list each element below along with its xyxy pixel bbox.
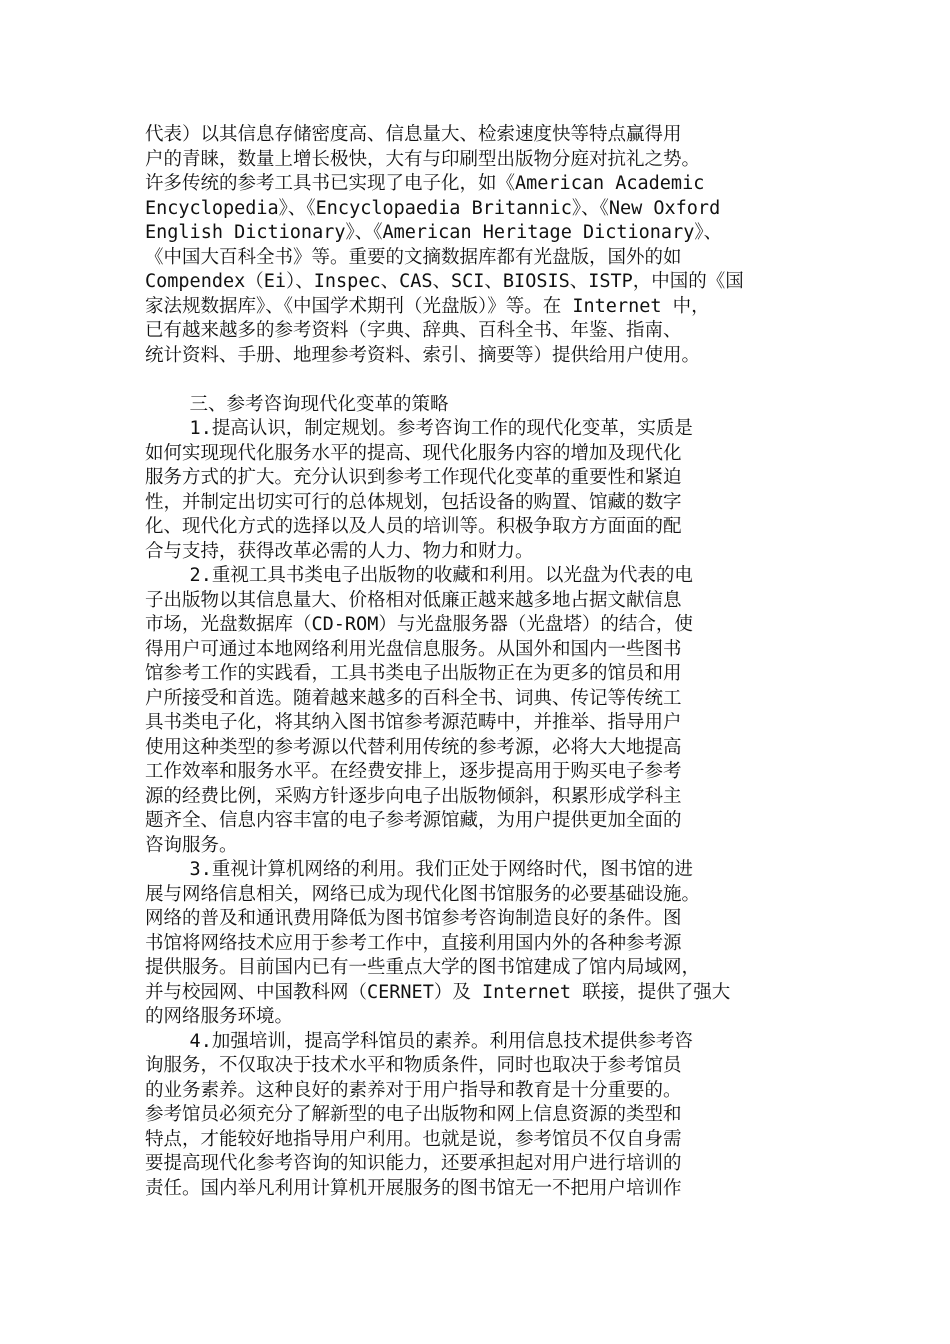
- text-line: 的业务素养。这种良好的素养对于用户指导和教育是十分重要的。: [145, 1079, 682, 1101]
- text-line: 要提高现代化参考咨询的知识能力，还要承担起对用户进行培训的: [145, 1153, 682, 1174]
- text-line: 询服务，不仅取决于技术水平和物质条件，同时也取决于参考馆员: [145, 1055, 682, 1076]
- text-line: 提供服务。目前国内已有一些重点大学的图书馆建成了馆内局域网，: [145, 957, 701, 978]
- text-line: 服务方式的扩大。充分认识到参考工作现代化变革的重要性和紧迫: [145, 467, 682, 488]
- text-line: 子出版物以其信息量大、价格相对低廉正越来越多地占据文献信息: [145, 589, 682, 611]
- text-line: Encyclopedia》、《Encyclopaedia Britannic》、《New Oxford: [145, 197, 721, 219]
- text-line: 3.重视计算机网络的利用。我们正处于网络时代，图书馆的进: [145, 859, 693, 880]
- text-line: 馆参考工作的实践看，工具书类电子出版物正在为更多的馆员和用: [145, 663, 682, 684]
- paragraph-point-4: [145, 1030, 813, 1202]
- text-line: 使用这种类型的参考源以代替利用传统的参考源，必将大大地提高: [145, 736, 682, 758]
- text-line: 《中国大百科全书》等。重要的文摘数据库都有光盘版，国外的如: [145, 246, 682, 268]
- text-line: 如何实现现代化服务水平的提高、现代化服务内容的增加及现代化: [145, 442, 682, 464]
- text-line: 题齐全、信息内容丰富的电子参考源馆藏，为用户提供更加全面的: [145, 810, 682, 831]
- section-heading: [145, 393, 813, 418]
- text-line: 合与支持，获得改革必需的人力、物力和财力。: [145, 540, 534, 562]
- text-line: 统计资料、手册、地理参考资料、索引、摘要等）提供给用户使用。: [145, 344, 701, 366]
- paragraph-intro: [145, 123, 813, 368]
- text-line: Compendex（Ei）、Inspec、CAS、SCI、BIOSIS、ISTP，中国的《国: [145, 271, 744, 292]
- text-line: 1.提高认识，制定规划。参考咨询工作的现代化变革，实质是: [145, 418, 693, 439]
- text-line: 化、现代化方式的选择以及人员的培训等。积极争取方方面面的配: [145, 516, 682, 537]
- text-line: 已有越来越多的参考资料（字典、辞典、百科全书、年鉴、指南、: [145, 320, 682, 341]
- text-line: 许多传统的参考工具书已实现了电子化，如《American Academic: [145, 173, 705, 194]
- text-line: 户的青睐，数量上增长极快，大有与印刷型出版物分庭对抗礼之势。: [145, 148, 701, 170]
- text-line: 具书类电子化，将其纳入图书馆参考源范畴中，并推举、指导用户: [145, 712, 682, 733]
- paragraph-spacer: [145, 368, 813, 393]
- text-line: 咨询服务。: [145, 834, 238, 856]
- paragraph-point-2: [145, 564, 813, 858]
- text-line: 源的经费比例，采购方针逐步向电子出版物倾斜，积累形成学科主: [145, 785, 682, 807]
- heading-line: 三、参考咨询现代化变革的策略: [145, 393, 449, 415]
- text-line: 性，并制定出切实可行的总体规划，包括设备的购置、馆藏的数字: [145, 491, 682, 513]
- document-page: [145, 123, 813, 1201]
- text-line: 市场，光盘数据库（CD-ROM）与光盘服务器（光盘塔）的结合，使: [145, 614, 693, 635]
- text-line: 展与网络信息相关，网络已成为现代化图书馆服务的必要基础设施。: [145, 883, 701, 905]
- text-line: 2.重视工具书类电子出版物的收藏和利用。以光盘为代表的电: [145, 565, 693, 586]
- text-line: 户所接受和首选。随着越来越多的百科全书、词典、传记等传统工: [145, 687, 682, 709]
- text-line: 书馆将网络技术应用于参考工作中，直接利用国内外的各种参考源: [145, 932, 682, 954]
- text-line: 网络的普及和通讯费用降低为图书馆参考咨询制造良好的条件。图: [145, 908, 682, 929]
- text-line: 的网络服务环境。: [145, 1006, 294, 1027]
- text-line: 责任。国内举凡利用计算机开展服务的图书馆无一不把用户培训作: [145, 1177, 682, 1199]
- text-line: 特点，才能较好地指导用户利用。也就是说，参考馆员不仅自身需: [145, 1128, 682, 1150]
- text-line: 得用户可通过本地网络利用光盘信息服务。从国外和国内一些图书: [145, 638, 682, 660]
- text-line: 参考馆员必须充分了解新型的电子出版物和网上信息资源的类型和: [145, 1104, 682, 1125]
- paragraph-point-3: [145, 858, 813, 1030]
- text-line: 工作效率和服务水平。在经费安排上，逐步提高用于购买电子参考: [145, 761, 682, 782]
- paragraph-point-1: [145, 417, 813, 564]
- text-line: 并与校园网、中国教科网（CERNET）及 Internet 联接，提供了强大: [145, 981, 731, 1003]
- text-line: 代表）以其信息存储密度高、信息量大、检索速度快等特点赢得用: [145, 124, 682, 145]
- text-line: 家法规数据库》、《中国学术期刊（光盘版）》等。在 Internet 中，: [145, 295, 710, 317]
- text-line: English Dictionary》、《American Heritage Dictionary》、: [145, 222, 723, 243]
- text-line: 4.加强培训，提高学科馆员的素养。利用信息技术提供参考咨: [145, 1030, 693, 1052]
